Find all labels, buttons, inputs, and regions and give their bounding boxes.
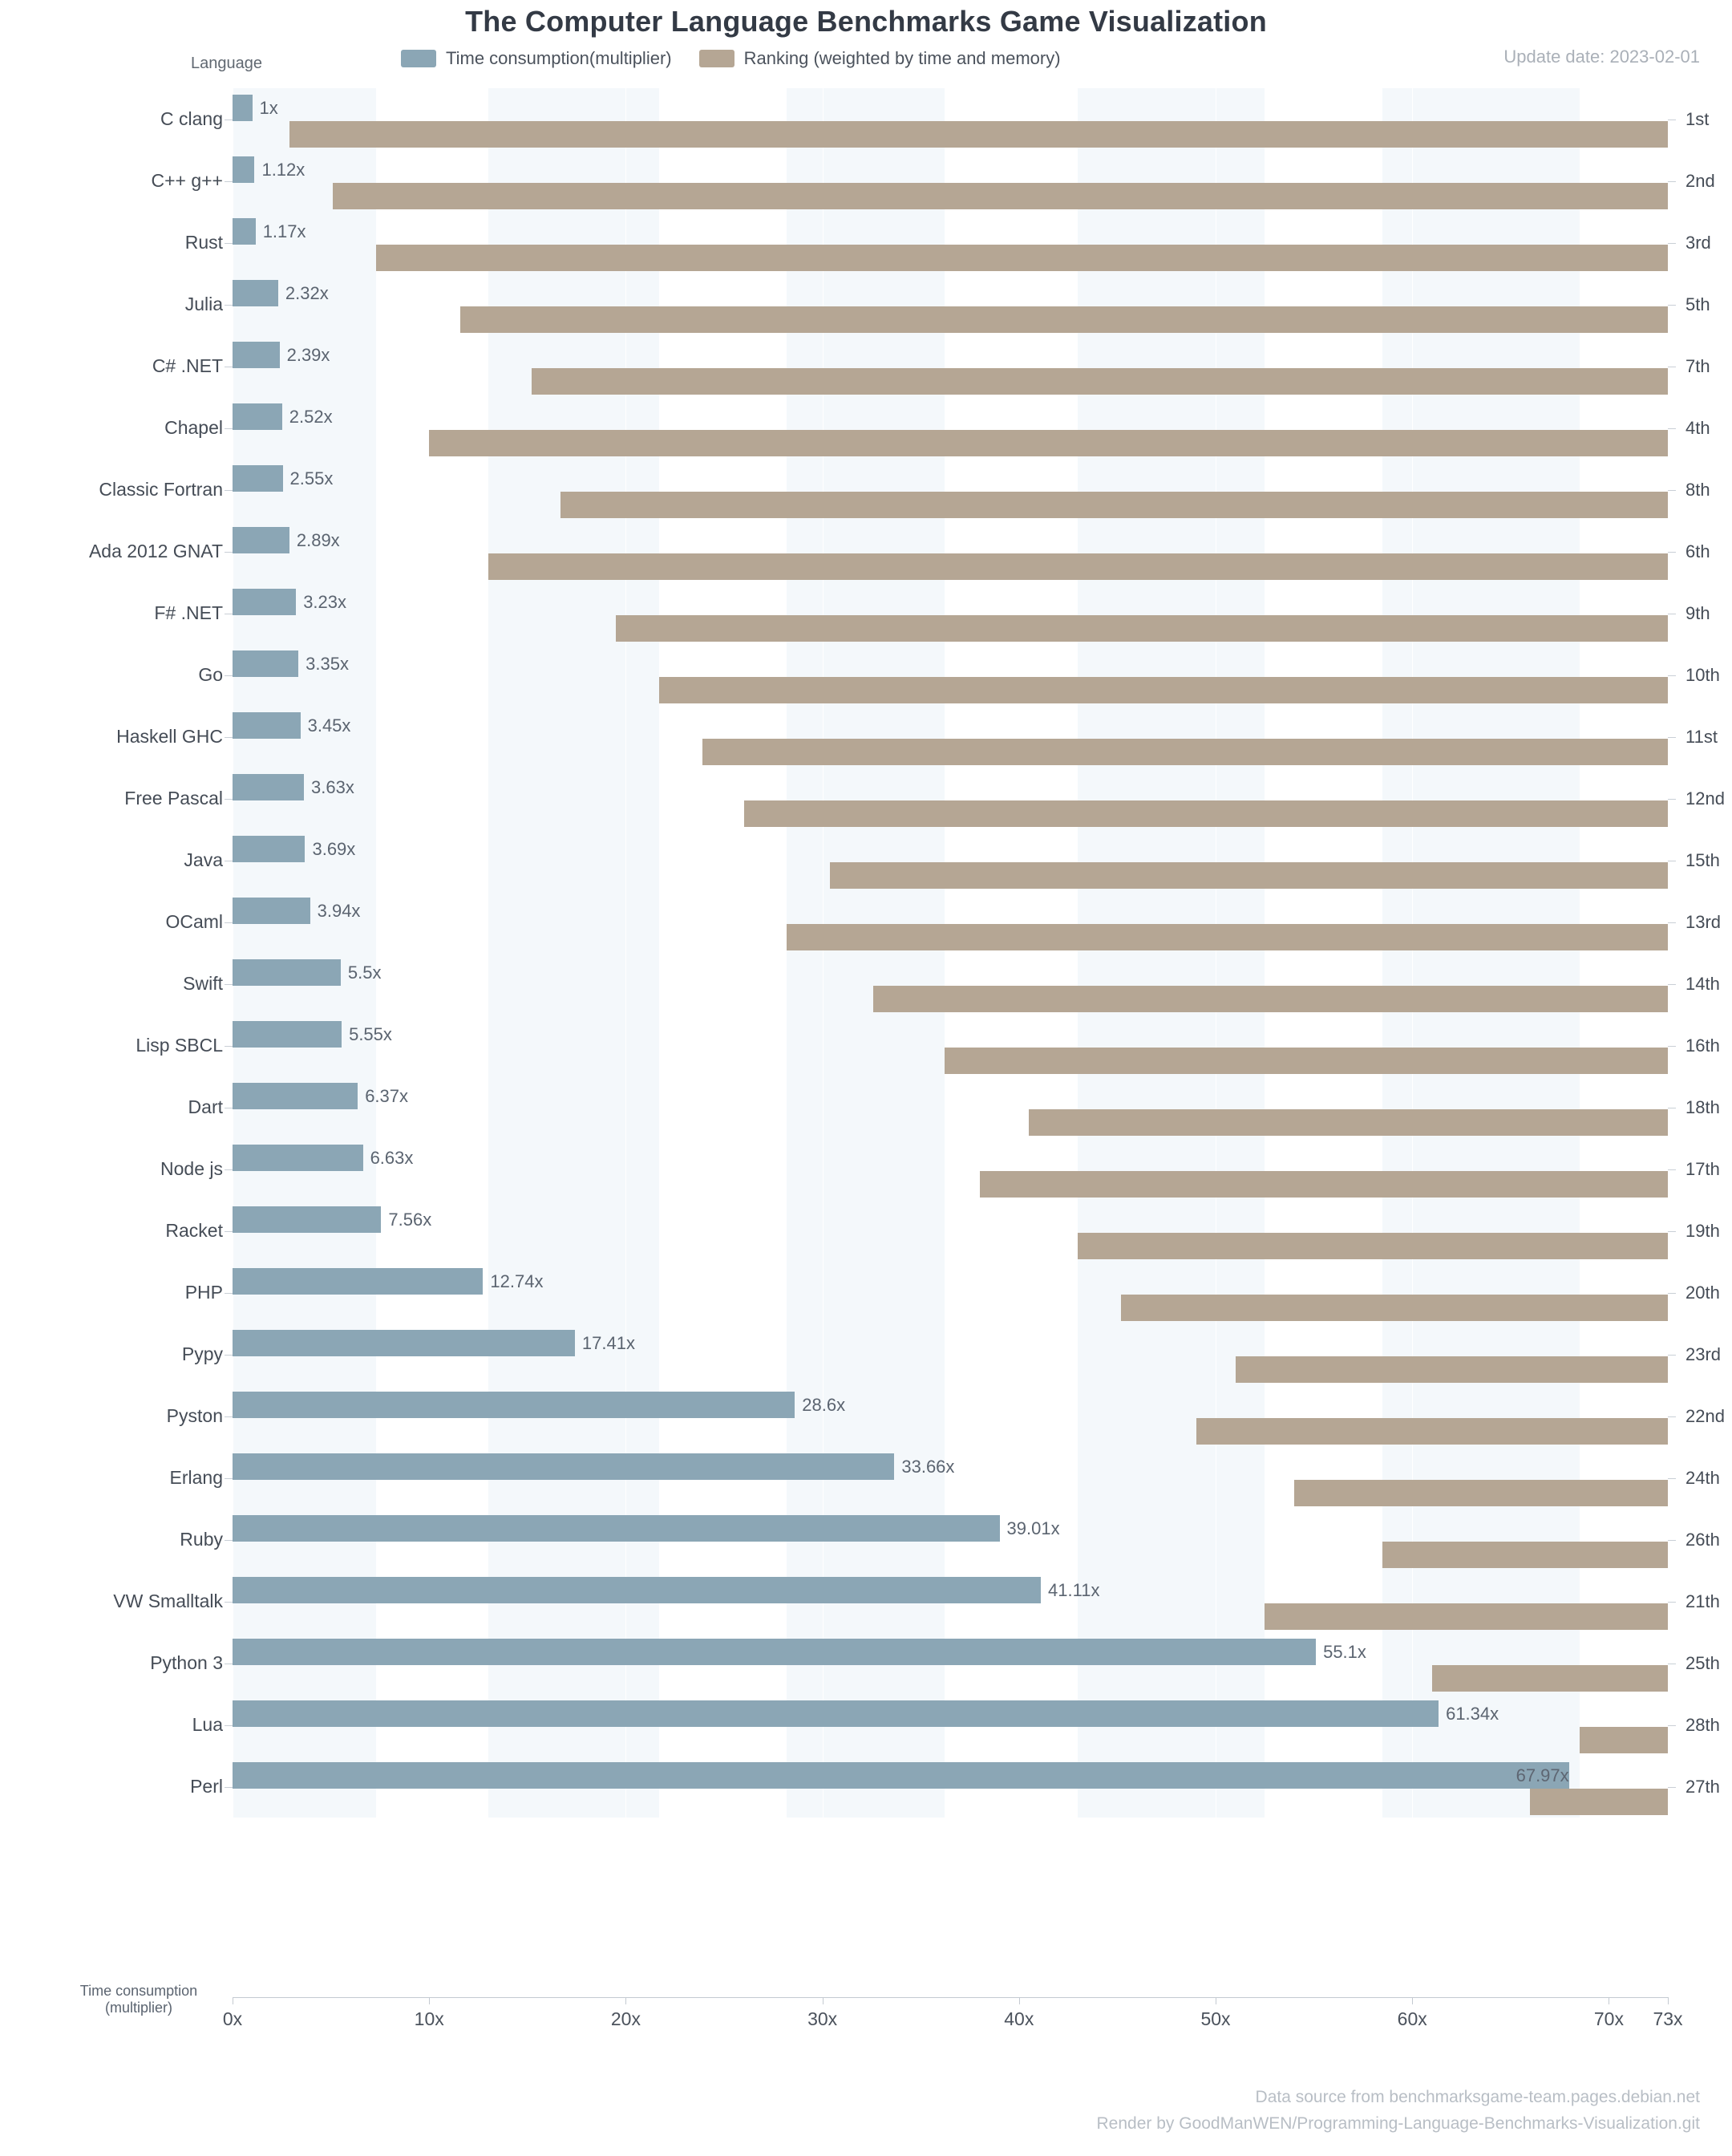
chart-row (184, 1262, 1720, 1323)
rank-label: 19th (1685, 1221, 1720, 1241)
ranking-bar[interactable] (1265, 1603, 1668, 1630)
category-label: Perl (190, 1776, 223, 1797)
x-axis-tick (1019, 1997, 1020, 2004)
chart-row (116, 706, 1718, 768)
bar-value-label: 6.37x (365, 1086, 409, 1106)
time-bar[interactable] (233, 1083, 358, 1109)
y-axis-tick-right (1668, 490, 1676, 491)
time-bar[interactable] (233, 1206, 381, 1233)
y-axis-tick-right (1668, 243, 1676, 244)
ranking-bar[interactable] (1196, 1418, 1668, 1445)
chart-row (184, 212, 1711, 274)
bar-value-label: 55.1x (1323, 1642, 1366, 1662)
chart-row (165, 1200, 1720, 1262)
gridline (1668, 88, 1669, 1818)
ranking-bar[interactable] (980, 1171, 1668, 1198)
y-axis-tick (225, 984, 233, 985)
time-bar[interactable] (233, 774, 304, 800)
category-label: Haskell GHC (116, 726, 223, 747)
ranking-bar[interactable] (787, 924, 1668, 950)
ranking-bar[interactable] (1121, 1295, 1668, 1321)
chart-row (152, 335, 1710, 397)
rank-label: 21th (1685, 1591, 1720, 1611)
ranking-bar[interactable] (376, 245, 1668, 271)
bar-value-label: 28.6x (802, 1395, 846, 1415)
ranking-bar[interactable] (429, 430, 1668, 456)
y-axis-tick-right (1668, 1787, 1676, 1788)
legend-item-time[interactable] (401, 48, 672, 69)
category-label: Swift (183, 973, 223, 994)
bar-value-label: 67.97x (1516, 1765, 1569, 1785)
bar-value-label: 12.74x (490, 1271, 544, 1291)
time-bar[interactable] (233, 403, 282, 430)
legend-swatch-time (401, 50, 436, 67)
y-axis-tick (225, 1478, 233, 1479)
x-axis-tick-label: 30x (807, 2008, 838, 2029)
x-axis-tick-label: 40x (1004, 2008, 1034, 2029)
rank-label: 7th (1685, 356, 1710, 376)
x-axis-tick-label: 20x (610, 2008, 641, 2029)
chart-row (169, 1447, 1720, 1509)
bar-value-label: 3.23x (303, 592, 347, 612)
rank-label: 28th (1685, 1715, 1720, 1735)
y-axis-tick (225, 1169, 233, 1170)
footer-data-source: Data source from benchmarksgame-team.pages.debian.net (1255, 2088, 1700, 2106)
y-axis-tick (225, 1046, 233, 1047)
bar-value-label: 2.89x (296, 530, 340, 550)
category-label: Lua (192, 1714, 223, 1735)
y-axis-tick-right (1668, 1355, 1676, 1356)
rank-label: 23rd (1685, 1344, 1722, 1364)
ranking-bar[interactable] (1078, 1233, 1668, 1259)
category-label: Chapel (164, 417, 223, 438)
y-axis-tick (225, 1602, 233, 1603)
y-axis-tick (225, 552, 233, 553)
y-axis-tick-right (1668, 1169, 1676, 1170)
bar-value-label: 2.55x (289, 468, 334, 488)
chart-row (180, 1509, 1720, 1570)
bar-value-label: 61.34x (1446, 1704, 1499, 1724)
chart-row (190, 1756, 1720, 1818)
legend-label-ranking: Ranking (weighted by time and memory) (743, 48, 1061, 68)
chart-row (184, 829, 1720, 891)
time-bar[interactable] (233, 836, 305, 862)
ranking-bar[interactable] (289, 121, 1668, 148)
x-axis-title-line2: (multiplier) (104, 2000, 172, 2016)
ranking-bar[interactable] (830, 862, 1668, 889)
rank-label: 6th (1685, 541, 1710, 561)
chart-row (183, 953, 1720, 1015)
category-label: Ada 2012 GNAT (88, 541, 223, 561)
y-axis-tick (225, 922, 233, 923)
y-axis-title: Language (191, 55, 262, 72)
time-bar[interactable] (233, 95, 253, 121)
y-axis-tick-right (1668, 984, 1676, 985)
y-axis-tick-right (1668, 305, 1676, 306)
chart-row (192, 1694, 1720, 1756)
rank-label: 12nd (1685, 788, 1725, 808)
bar-value-label: 6.63x (370, 1148, 414, 1168)
chart-row (188, 1076, 1720, 1138)
category-label: Java (184, 849, 223, 870)
time-bar[interactable] (233, 1145, 363, 1171)
y-axis-tick-right (1668, 1231, 1676, 1232)
y-axis-tick (225, 737, 233, 738)
y-axis-tick (225, 1355, 233, 1356)
y-axis-tick (225, 428, 233, 429)
rank-label: 5th (1685, 294, 1710, 314)
category-label: C++ g++ (151, 170, 223, 191)
chart-row (150, 1632, 1720, 1694)
time-bar[interactable] (233, 1392, 795, 1418)
chart-row (198, 644, 1720, 706)
page-title: The Computer Language Benchmarks Game Visualization (465, 5, 1267, 38)
rank-label: 18th (1685, 1097, 1720, 1117)
y-axis-tick-right (1668, 1046, 1676, 1047)
rank-label: 13rd (1685, 912, 1722, 932)
time-bar[interactable] (233, 156, 254, 183)
category-label: Dart (188, 1096, 223, 1117)
category-label: C clang (160, 108, 223, 129)
category-label: Rust (184, 232, 223, 253)
x-axis-tick (1668, 1997, 1669, 2004)
y-axis-tick (225, 1725, 233, 1726)
ranking-bar[interactable] (1294, 1480, 1668, 1506)
y-axis-tick (225, 305, 233, 306)
bar-value-label: 2.39x (286, 345, 330, 365)
ranking-bar[interactable] (744, 800, 1668, 827)
bar-value-label: 41.11x (1048, 1580, 1100, 1600)
y-axis-tick-right (1668, 737, 1676, 738)
time-bar[interactable] (233, 1330, 575, 1356)
time-bar[interactable] (233, 898, 310, 924)
rank-label: 4th (1685, 418, 1710, 438)
category-label: VW Smalltalk (113, 1591, 223, 1611)
time-bar[interactable] (233, 712, 301, 739)
category-label: F# .NET (154, 602, 223, 623)
rank-label: 26th (1685, 1530, 1720, 1550)
bar-value-label: 1.17x (262, 221, 306, 241)
category-label: C# .NET (152, 355, 223, 376)
bar-value-label: 1x (259, 98, 278, 118)
rank-label: 24th (1685, 1468, 1720, 1488)
category-label: Lisp SBCL (136, 1035, 223, 1056)
category-label: OCaml (165, 911, 223, 932)
chart-row (99, 459, 1710, 521)
bar-value-label: 33.66x (901, 1457, 955, 1477)
y-axis-tick-right (1668, 799, 1676, 800)
time-bar[interactable] (233, 959, 341, 986)
category-label: Go (198, 664, 223, 685)
x-axis-tick-label: 60x (1397, 2008, 1427, 2029)
y-axis-tick (225, 675, 233, 676)
ranking-bar[interactable] (1382, 1542, 1668, 1568)
legend-item-ranking[interactable] (699, 48, 1061, 69)
rank-label: 20th (1685, 1283, 1720, 1303)
y-axis-tick (225, 1293, 233, 1294)
x-axis-tick-label: 70x (1593, 2008, 1624, 2029)
footer (1097, 2084, 1700, 2137)
x-axis-tick-label: 73x (1653, 2008, 1683, 2029)
time-bar[interactable] (233, 1453, 894, 1480)
ranking-bar[interactable] (532, 368, 1668, 395)
bar-value-label: 3.94x (317, 901, 361, 921)
y-axis-tick-right (1668, 922, 1676, 923)
time-bar[interactable] (233, 589, 296, 615)
category-label: PHP (184, 1282, 223, 1303)
rank-label: 9th (1685, 603, 1710, 623)
category-label: Node js (160, 1158, 223, 1179)
y-axis-tick (225, 799, 233, 800)
rank-label: 17th (1685, 1159, 1720, 1179)
bar-value-label: 2.52x (289, 407, 333, 427)
ranking-bar[interactable] (333, 183, 1668, 209)
x-axis-title-line1: Time consumption (79, 1983, 198, 1999)
chart-row (166, 1385, 1725, 1447)
y-axis-tick-right (1668, 428, 1676, 429)
bar-value-label: 2.32x (285, 283, 329, 303)
time-bar[interactable] (233, 218, 256, 245)
category-label: Julia (184, 294, 223, 314)
ranking-bar[interactable] (1530, 1789, 1668, 1815)
bar-value-label: 3.63x (311, 777, 354, 797)
rank-label: 1st (1685, 109, 1710, 129)
y-axis-tick (225, 181, 233, 182)
rank-label: 15th (1685, 850, 1720, 870)
rank-label: 3rd (1685, 233, 1711, 253)
y-axis-tick-right (1668, 675, 1676, 676)
category-label: Erlang (169, 1467, 223, 1488)
time-bar[interactable] (233, 1577, 1041, 1603)
x-axis-tick-label: 10x (414, 2008, 444, 2029)
rank-label: 2nd (1685, 171, 1715, 191)
chart-row (151, 150, 1715, 212)
chart-row (124, 768, 1725, 829)
legend-label-time: Time consumption(multiplier) (446, 48, 672, 68)
y-axis-tick (225, 1787, 233, 1788)
category-label: Free Pascal (124, 788, 223, 808)
chart-row (136, 1015, 1720, 1076)
rank-label: 22nd (1685, 1406, 1725, 1426)
x-axis-tick (1412, 1997, 1413, 2004)
rank-label: 8th (1685, 480, 1710, 500)
ranking-bar[interactable] (1580, 1727, 1668, 1753)
ranking-bar[interactable] (1432, 1665, 1668, 1692)
bar-value-label: 3.69x (312, 839, 356, 859)
y-axis-tick-right (1668, 1725, 1676, 1726)
rank-label: 11st (1685, 727, 1718, 747)
x-axis-tick (823, 1997, 824, 2004)
time-bar[interactable] (233, 1639, 1316, 1665)
chart-row (181, 1323, 1722, 1385)
ranking-bar[interactable] (659, 677, 1668, 703)
ranking-bar[interactable] (488, 553, 1668, 580)
y-axis-tick-right (1668, 1602, 1676, 1603)
category-label: Classic Fortran (99, 479, 223, 500)
update-date-label: Update date: 2023-02-01 (1503, 47, 1700, 67)
ranking-bar[interactable] (616, 615, 1668, 642)
time-bar[interactable] (233, 1268, 483, 1295)
bar-value-label: 5.55x (349, 1024, 392, 1044)
x-axis (222, 1997, 1683, 2029)
x-axis-tick-label: 0x (222, 2008, 243, 2029)
ranking-bar[interactable] (873, 986, 1668, 1012)
y-axis-tick (225, 1416, 233, 1417)
y-axis-tick-right (1668, 1540, 1676, 1541)
x-axis-title (55, 1983, 223, 2016)
x-axis-tick (625, 1997, 626, 2004)
y-axis-tick (225, 243, 233, 244)
category-label: Python 3 (150, 1652, 223, 1673)
ranking-bar[interactable] (702, 739, 1668, 765)
x-axis-tick-label: 50x (1200, 2008, 1231, 2029)
category-label: Pyston (166, 1405, 223, 1426)
chart-row (160, 88, 1710, 150)
bar-value-label: 3.45x (307, 715, 351, 736)
rank-label: 27th (1685, 1777, 1720, 1797)
bar-value-label: 17.41x (581, 1333, 635, 1353)
x-axis-tick (429, 1997, 430, 2004)
chart-row (184, 274, 1710, 335)
bar-value-label: 39.01x (1006, 1518, 1060, 1538)
time-bar[interactable] (233, 342, 280, 368)
bar-value-label: 1.12x (261, 160, 306, 180)
rank-label: 14th (1685, 974, 1720, 994)
footer-render-credit: Render by GoodManWEN/Programming-Language-Benchmarks-Visualization.git (1096, 2114, 1700, 2133)
bar-value-label: 5.5x (347, 962, 382, 983)
time-bar[interactable] (233, 1700, 1439, 1727)
bar-value-label: 7.56x (388, 1210, 432, 1230)
rank-label: 16th (1685, 1035, 1720, 1056)
ranking-bar[interactable] (1236, 1356, 1668, 1383)
y-axis-tick (225, 490, 233, 491)
legend-swatch-ranking (699, 50, 734, 67)
ranking-bar[interactable] (1029, 1109, 1668, 1136)
time-bar[interactable] (233, 1515, 1000, 1542)
y-axis-tick-right (1668, 1478, 1676, 1479)
y-axis-tick-right (1668, 181, 1676, 182)
time-bar[interactable] (233, 527, 289, 553)
chart-row (165, 891, 1722, 953)
category-label: Pypy (181, 1343, 223, 1364)
chart-legend (401, 48, 1061, 69)
ranking-bar[interactable] (560, 492, 1668, 518)
chart-row (88, 521, 1710, 582)
bar-value-label: 3.35x (306, 654, 349, 674)
chart-row (160, 1138, 1720, 1200)
time-bar[interactable] (233, 280, 278, 306)
chart-row (164, 397, 1710, 459)
y-axis-tick-right (1668, 1293, 1676, 1294)
ranking-bar[interactable] (460, 306, 1668, 333)
time-bar[interactable] (233, 465, 283, 492)
time-bar[interactable] (233, 1021, 342, 1048)
chart-row (113, 1570, 1720, 1632)
category-label: Ruby (180, 1529, 223, 1550)
category-label: Racket (165, 1220, 223, 1241)
rank-label: 10th (1685, 665, 1720, 685)
y-axis-tick-right (1668, 1416, 1676, 1417)
rank-label: 25th (1685, 1653, 1720, 1673)
time-bar[interactable] (233, 650, 298, 677)
y-axis-tick (225, 1540, 233, 1541)
ranking-bar[interactable] (945, 1048, 1668, 1074)
chart-row (154, 582, 1710, 644)
y-axis-tick-right (1668, 552, 1676, 553)
y-axis-tick (225, 1231, 233, 1232)
